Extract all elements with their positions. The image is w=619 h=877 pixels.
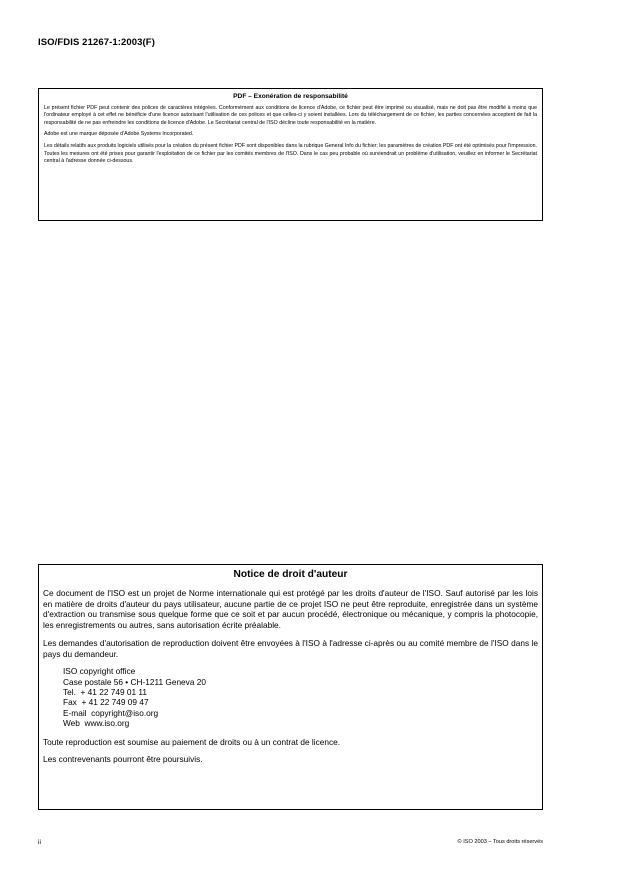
notice-paragraph: Ce document de l'ISO est un projet de Norme internationale qui est protégé par les droits d'auteur de l'ISO. Sauf autorisé par les lois en matière de droits d'auteur du pays utilisateur, aucune partie de ce projet ISO ne peut être reproduite, enregistrée dans un système d'extraction ou transmise sous quelque forme que ce soit et par aucun procédé, électronique ou mécanique, y compris la photocopie, les enregistrements ou autres, sans autorisation écrite préalable. [43,588,538,631]
notice-paragraph: Toute reproduction est soumise au paiement de droits ou à un contrat de licence. [43,736,341,747]
disclaimer-paragraph: Les détails relatifs aux produits logiciels utilisés pour la création du présent fichier PDF sont disponibles dans la rubrique General Info du fichier; les paramètres de création PDF ont été optimisés pour l'impression. Toutes les mesures ont été prises pour garantir l'exploitation de ce fichier par les comités membres de l'ISO. Dans le cas peu probable où surviendrait un problème d'utilisation, veuillez en informer le Secrétariat central à l'adresse donnée ci-dessous. [44,143,538,164]
copyright-notice-box [38,564,543,810]
pdf-disclaimer-box [38,88,543,221]
footer-copyright: © ISO 2003 – Tous droits réservés [457,839,543,845]
address-line: Web www.iso.org [63,718,130,729]
notice-title: Notice de droit d'auteur [233,569,348,580]
address-line: Tel. + 41 22 749 01 11 [63,687,148,698]
iso-address-block [63,666,538,728]
address-line: E-mail copyright@iso.org [63,707,159,718]
page-number: ii [38,839,41,846]
address-line: Fax + 41 22 749 09 47 [63,697,149,708]
notice-paragraph: Les contrevenants pourront être poursuivis. [43,754,203,765]
disclaimer-title: PDF – Exonération de responsabilité [233,93,348,100]
address-line: Case postale 56 • CH-1211 Geneva 20 [63,676,206,687]
disclaimer-paragraph: Le présent fichier PDF peut contenir des polices de caractères intégrées. Conformément aux conditions de licence d'Adobe, ce fichier peut être imprimé ou visualisé, mais ne doit pas être modifié à moins que l'ordinateur employé à cet effet ne bénéficie d'une licence autorisant l'utilisation de ces polices et que celles-ci y soient installées. Lors du téléchargement de ce fichier, les parties concernées acceptent de fait la responsabilité de ne pas enfreindre les conditions de licence d'Adobe. Le Secrétariat central de l'ISO décline toute responsabilité en la matière. [44,105,537,126]
address-line: ISO copyright office [63,666,136,677]
document-id: ISO/FDIS 21267-1:2003(F) [38,37,155,48]
notice-paragraph: Les demandes d'autorisation de reproduction doivent être envoyées à l'ISO à l'adresse ci-après ou au comité membre de l'ISO dans le pays du demandeur. [43,637,538,659]
disclaimer-paragraph: Adobe est une marque déposée d'Adobe Systems Incorporated. [44,131,194,138]
